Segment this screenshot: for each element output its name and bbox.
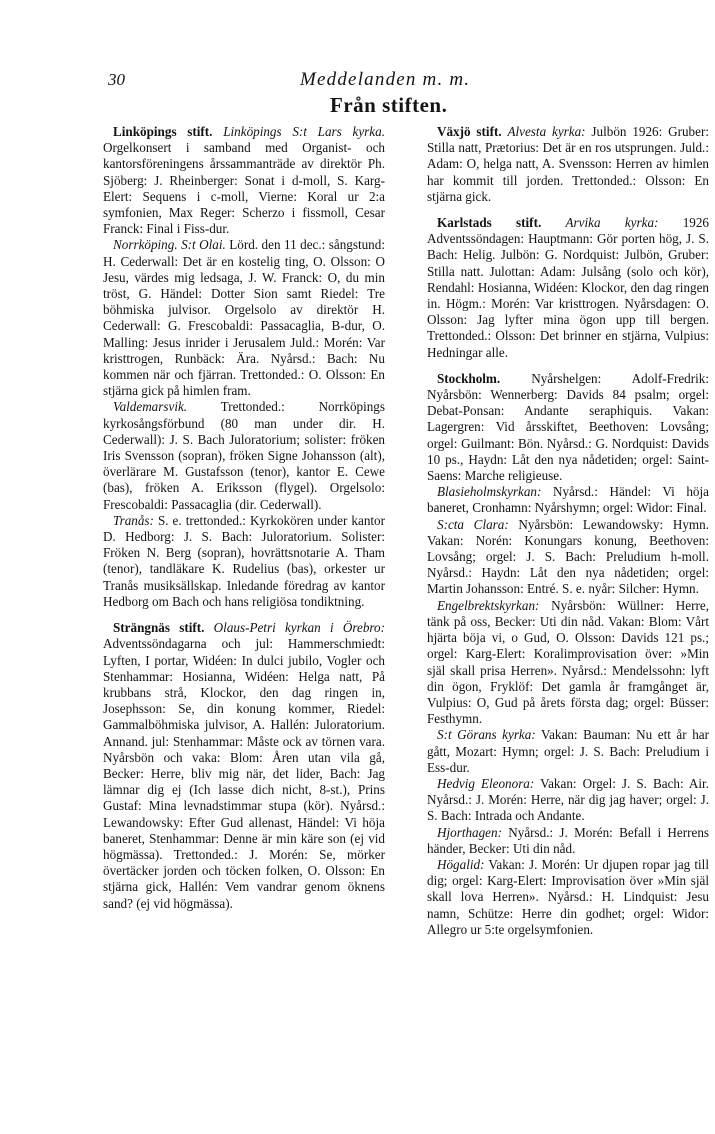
church-name: Engelbrektskyrkan: (437, 597, 540, 613)
program-text: Vakan: J. Morén: Ur djupen ropar jag till dig; orgel: Karg-Elert: Improvisation över »Min själ skall lova Herren». Nyårsd.: H. Lindquist: Jesu namn, Schütze: Herre din godhet; orgel: Widor: Allegro ur 5:te orgelsymfonien. (427, 856, 709, 937)
entry-paragraph (427, 517, 709, 598)
program-text: Julbön 1926: Gruber: Stilla natt, Prætorius: Det är en ros utsprungen. Juld.: Adam: O, helga natt, A. Svensson: Herren av himlen har kommit till jorden. Trettonded.: Olsson: En stjärna gick. (427, 124, 709, 204)
church-name: S:t Görans kyrka: (437, 727, 536, 743)
church-name: Norrköping. S:t Olai. (113, 237, 226, 253)
diocese-section (427, 371, 709, 938)
entry-paragraph (427, 484, 709, 516)
program-text: Nyårsd.: J. Morén: Befall i Herrens händer, Becker: Uti din nåd. (427, 824, 709, 856)
diocese-section (103, 124, 385, 610)
diocese-heading: Karlstads stift. (437, 215, 542, 231)
church-name: S:cta Clara: (437, 516, 509, 532)
program-text: Vakan: Bauman: Nu ett år har gått, Mozart: Hymn; orgel: J. S. Bach: Preludium i Ess-dur. (427, 727, 709, 775)
entry-paragraph (427, 727, 709, 776)
program-text: 1926 Adventssöndagen: Hauptmann: Gör porten hög, J. S. Bach: Helig. Julbön: G. Nordquist: Julbön, Gruber: Stilla natt. Julottan: Adam: Julsång (solo och kör), Rendahl: Hosianna, Widéen: Klockor, den dag ringen in. Högm.: Morén: Var kristtrogen. Nyårsdagen: O. Olsson: Jag lyfter mina ögon upp till bergen. Trettonded.: Olsson: Det brinner en stjärna, Vulpius: Hedningar alle. (427, 215, 709, 360)
entry-paragraph (427, 598, 709, 728)
entry-paragraph (427, 776, 709, 825)
program-text: Orgelkonsert i samband med Organist- och kantorsföreningens årssammanträde av direktör Ph. Sjöberg: J. Rheinberger: Sonat i d-moll, S. Karg-Elert: Sequens i c-moll, Vierne: Koral ur 2:a symfonien, Max Reger: Scherzo i fissmoll, Cesar Franck: Final i Fiss-dur. (103, 140, 385, 237)
diocese-heading: Stockholm. (437, 370, 501, 386)
program-text: S. e. trettonded.: Kyrkokören under kantor D. Hedborg: J. S. Bach: Juloratorium. Solister: Fröken N. Berg (sopran), hovrättsnotarie A. Tham (tenor), tandläkare K. Rudelius (bas), orkester ur Tranås musiksällskap. Inledande föredrag av kantor Hedborg om Bach och hans religiösa tondiktning. (103, 512, 385, 609)
page-number: 30 (108, 70, 125, 89)
church-name: Tranås: (113, 512, 154, 528)
program-text: Nyårsbön: Lewandowsky: Hymn. Vakan: Norén: Konungars konung, Beethoven: Lovsång; orgel: J. S. Bach: Preludium h-moll. Nyårsd.: Haydn: Låt den nya nådetiden; orgel: Martin Johansson: Entré. S. e. nyår: Silcher: Hymn. (427, 516, 709, 597)
diocese-heading: Strängnäs stift. (113, 620, 205, 636)
church-name: Hjorthagen: (437, 824, 502, 840)
diocese-section (427, 215, 709, 361)
entry-paragraph (427, 825, 709, 857)
left-column (103, 124, 385, 912)
entry-paragraph (427, 857, 709, 938)
diocese-heading: Växjö stift. (437, 124, 502, 139)
program-text: Nyårsd.: Händel: Vi höja baneret, Cronhamn: Nyårshymn; orgel: Widor: Final. (427, 484, 709, 516)
diocese-section (103, 620, 385, 912)
program-text: Vakan: Orgel: J. S. Bach: Air. Nyårsd.: J. Morén: Herre, när dig jag haver; orgel: J. S. Bach: Intrada och Andante. (427, 775, 709, 824)
right-column (427, 124, 709, 938)
church-name: Valdemarsvik. (113, 399, 188, 415)
church-name: Blasieholmskyrkan: (437, 484, 542, 500)
diocese-heading: Linköpings stift. (113, 124, 213, 139)
entry-paragraph (103, 124, 385, 237)
program-text: Adventssöndagarna och jul: Hammerschmiedt: Lyften, I portar, Widéen: In dulci jubilo, Vogler och Stenhammar: Hosianna, Widéen: Helga natt, På krubbans strå, Klockor, den dag ringen in, Josephsson: Se, din konung kommer, Riedel: Gammalböhmiska julvisor, A. Hallén: Juloratorium. Annand. jul: Stenhammar: Måste ock av törnen vara. Nyårsbön och vaka: Blom: Åren utan vila gå, Becker: Herre, bliv mig när, det lider, Bach: Jag lämnar dig ej (Ich lasse dich nicht, 8-st.), Prins Gustaf: Mina levnadstimmar stupa (kör). Nyårsd.: Lewandowsky: Efter Gud allenast, Händel: Vi höja baneret, Stenhammar: Denne är min käre son (ej vid högmässa). Trettonded.: J. Morén: Se, mörker övertäcker jorden och töcken folken, O. Olsson: En stjärna gick, Hallén: Vem vandrar genom öknens sand? (ej vid högmässa). (103, 636, 385, 911)
program-text: Trettonded.: Norrköpings kyrkosångsförbund (80 man under dir. H. Cederwall): J. S. Bach Juloratorium; solister: fröken Iris Svensson (sopran), fröken Signe Johansson (alt), överlärare M. Gustafsson (tenor), kantor E. Cewe (bas), fröken A. Eriksson (flygel). Orgelsolo: Frescobaldi: Passacaglia (dir. Cederwall). (103, 399, 385, 512)
church-name: Hedvig Eleonora: (437, 775, 535, 791)
entry-paragraph (427, 124, 709, 205)
section-title: Från stiften. (330, 93, 448, 117)
entry-paragraph (427, 371, 709, 484)
program-text: Nyårshelgen: Adolf-Fredrik: Nyårsbön: Wennerberg: Davids 84 psalm; orgel: Debat-Ponsan: Andante seraphiquis. Vakan: Lagergren: Vid årsskiftet, Beethoven: Lovsång; orgel: Guilmant: Bön. Nyårsd.: G. Nordquist: Davids 10 ps., Haydn: Låt den nya nådetiden; orgel: Saint-Saens: Marche religieuse. (427, 370, 709, 484)
entry-paragraph (427, 215, 709, 361)
running-title: Meddelanden m. m. (300, 69, 471, 90)
church-name: Högalid: (437, 856, 485, 872)
church-name: Linköpings S:t Lars kyrka. (223, 124, 385, 139)
church-name: Arvika kyrka: (565, 215, 659, 231)
entry-paragraph (103, 237, 385, 399)
entry-paragraph (103, 399, 385, 512)
diocese-section (427, 124, 709, 205)
program-text: Nyårsbön: Wüllner: Herre, tänk på oss, Becker: Uti din nåd. Vakan: Blom: Vårt hjärta böja vi, o Gud, O. Olsson: Davids 121 ps.; orgel: Karg-Elert: Koralimprovisation över: »Min själ skall prisa Herren». Nyårsd.: Mendelssohn: lyft din ögon, Fryklöf: Det gamla år framgånget är, Vulpius: O, Gud på årets första dag; orgel: Büsser: Festhymn. (427, 597, 709, 727)
program-text: Lörd. den 11 dec.: sångstund: H. Cederwall: Det är en kostelig ting, O. Olsson: O Jesu, värdes mig ledsaga, J. W. Franck: O, du min tröst, G. Händel: Dotter Sion samt Riedel: Tre böhmiska julvisor. Orgelsolo av direktör H. Cederwall: G. Frescobaldi: Passacaglia, B-dur, O. Malling: Jesus inrider i Jerusalem Juld.: Morén: Var kristtrogen, Runbäck: Ära. Nyårsd.: Bach: Nu kommen när och fjärran. Trettonded.: O. Olsson: En stjärna gick på himlen fram. (103, 237, 385, 399)
church-name: Olaus-Petri kyrkan i Örebro: (213, 620, 385, 636)
church-name: Alvesta kyrka: (507, 124, 586, 139)
entry-paragraph (103, 513, 385, 610)
entry-paragraph (103, 620, 385, 912)
